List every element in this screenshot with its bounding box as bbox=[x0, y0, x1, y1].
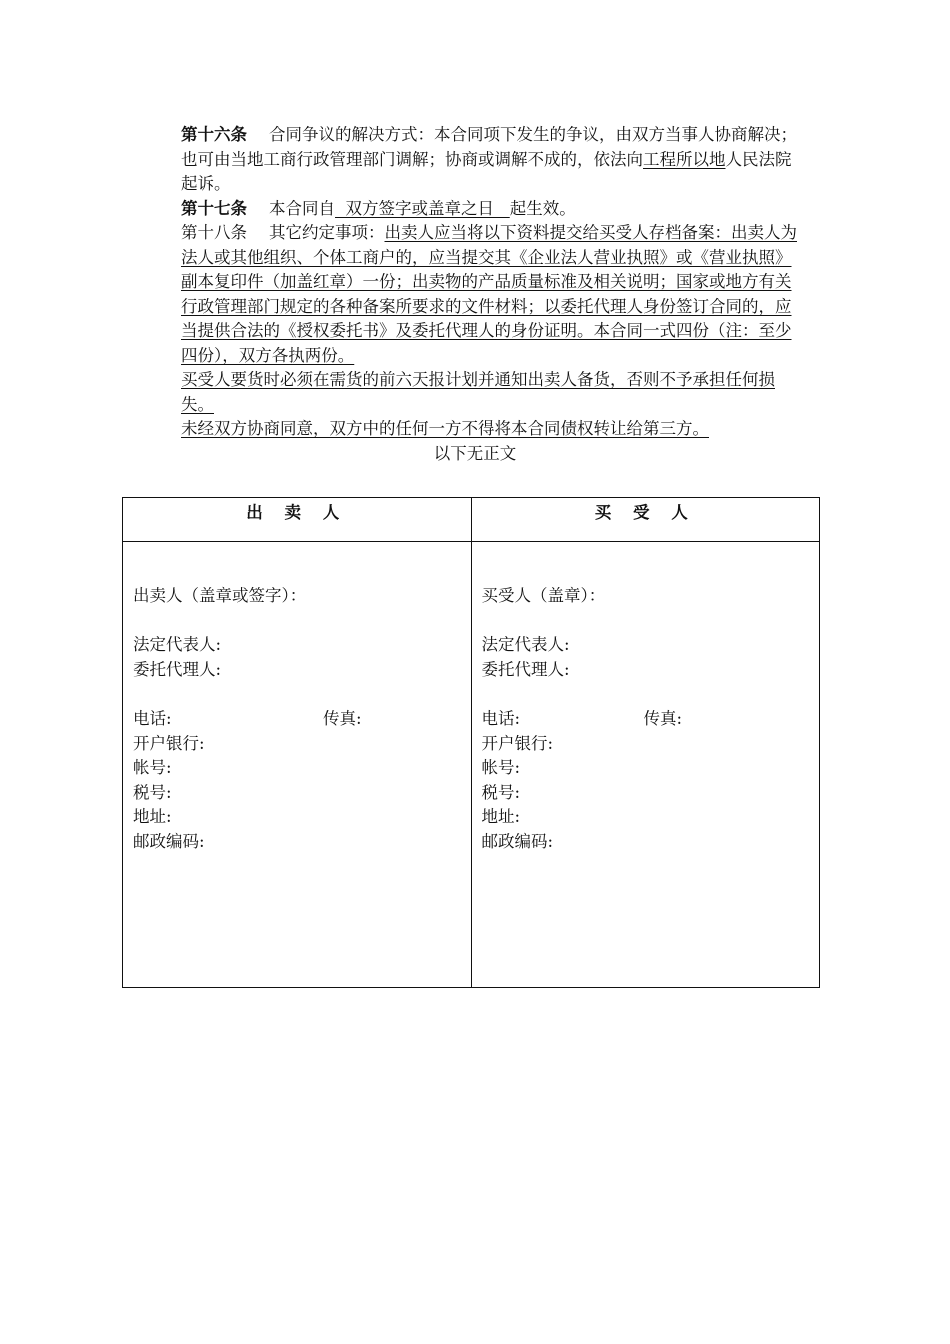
transfer-clause-text: 未经双方协商同意，双方中的任何一方不得将本合同债权转让给第三方。 bbox=[181, 419, 709, 438]
seller-legal-rep: 法定代表人: bbox=[133, 635, 222, 655]
seller-header: 出 卖 人 bbox=[123, 498, 472, 542]
article-16-end: 人民法院起诉。 bbox=[181, 149, 792, 193]
seller-cell bbox=[123, 542, 472, 988]
article-18 bbox=[145, 221, 805, 368]
seller-sign: 出卖人（盖章或签字）： bbox=[133, 586, 307, 605]
seller-fax: 传真: bbox=[323, 708, 362, 728]
buyer-agent: 委托代理人: bbox=[481, 659, 570, 679]
signature-table bbox=[122, 497, 820, 988]
seller-postcode: 邮政编码: bbox=[133, 831, 205, 851]
article-17-effective: 双方签字或盖章之日 bbox=[335, 198, 510, 218]
buyer-notice-text: 买受人要货时必须在需货的前六天报计划并通知出卖人备货，否则不予承担任何损失。 bbox=[181, 370, 775, 414]
buyer-postcode: 邮政编码: bbox=[481, 831, 554, 851]
buyer-legal-rep: 法定代表人: bbox=[481, 635, 570, 655]
article-17 bbox=[145, 197, 805, 222]
transfer-clause bbox=[145, 417, 805, 442]
buyer-phone: 电话: bbox=[481, 708, 521, 728]
article-16-text: 合同争议的解决方式：本合同项下发生的争议，由双方当事人协商解决；也可由当地工商行政管理部门调解；协商或调解不成的，依法向 bbox=[181, 125, 797, 169]
article-18-terms: 出卖人应当将以下资料提交给买受人存档备案：出卖人为法人或其他组织、个体工商户的，应当提交其《企业法人营业执照》或《营业执照》副本复印件（加盖红章）一份；出卖物的产品质量标准及相关说明；国家或地方有关行政管理部门规定的各种备案所要求的文件材料；以委托代理人身份签订合同的，应当提供合法的《授权委托书》及委托代理人的身份证明。本合同一式四份（注：至少四份），双方各执两份。 bbox=[181, 223, 797, 365]
seller-agent: 委托代理人: bbox=[133, 659, 222, 679]
article-17-label: 第十七条 bbox=[181, 198, 247, 218]
buyer-cell bbox=[471, 542, 820, 988]
article-17-end: 起生效。 bbox=[509, 198, 576, 218]
article-18-text: 其它约定事项： bbox=[269, 223, 385, 242]
article-18-label: 第十八条 bbox=[181, 223, 247, 242]
seller-account: 帐号: bbox=[133, 758, 172, 778]
buyer-bank: 开户银行: bbox=[481, 733, 554, 753]
seller-bank: 开户银行: bbox=[133, 733, 205, 753]
buyer-notice bbox=[145, 368, 805, 417]
buyer-address: 地址: bbox=[481, 807, 521, 827]
article-17-text: 本合同自 bbox=[269, 198, 335, 218]
contract-text bbox=[145, 123, 805, 466]
seller-tax: 税号: bbox=[133, 782, 172, 802]
article-16-label: 第十六条 bbox=[181, 125, 247, 144]
buyer-sign: 买受人（盖章）： bbox=[481, 586, 606, 605]
article-16 bbox=[145, 123, 805, 197]
buyer-header: 买 受 人 bbox=[471, 498, 820, 542]
buyer-tax: 税号: bbox=[481, 782, 521, 802]
article-16-court: 工程所以地 bbox=[643, 149, 726, 169]
seller-address: 地址: bbox=[133, 807, 172, 827]
seller-phone: 电话: bbox=[133, 708, 172, 728]
no-further-text: 以下无正文 bbox=[433, 443, 517, 463]
buyer-account: 帐号: bbox=[481, 758, 521, 778]
buyer-fax: 传真: bbox=[643, 708, 683, 728]
